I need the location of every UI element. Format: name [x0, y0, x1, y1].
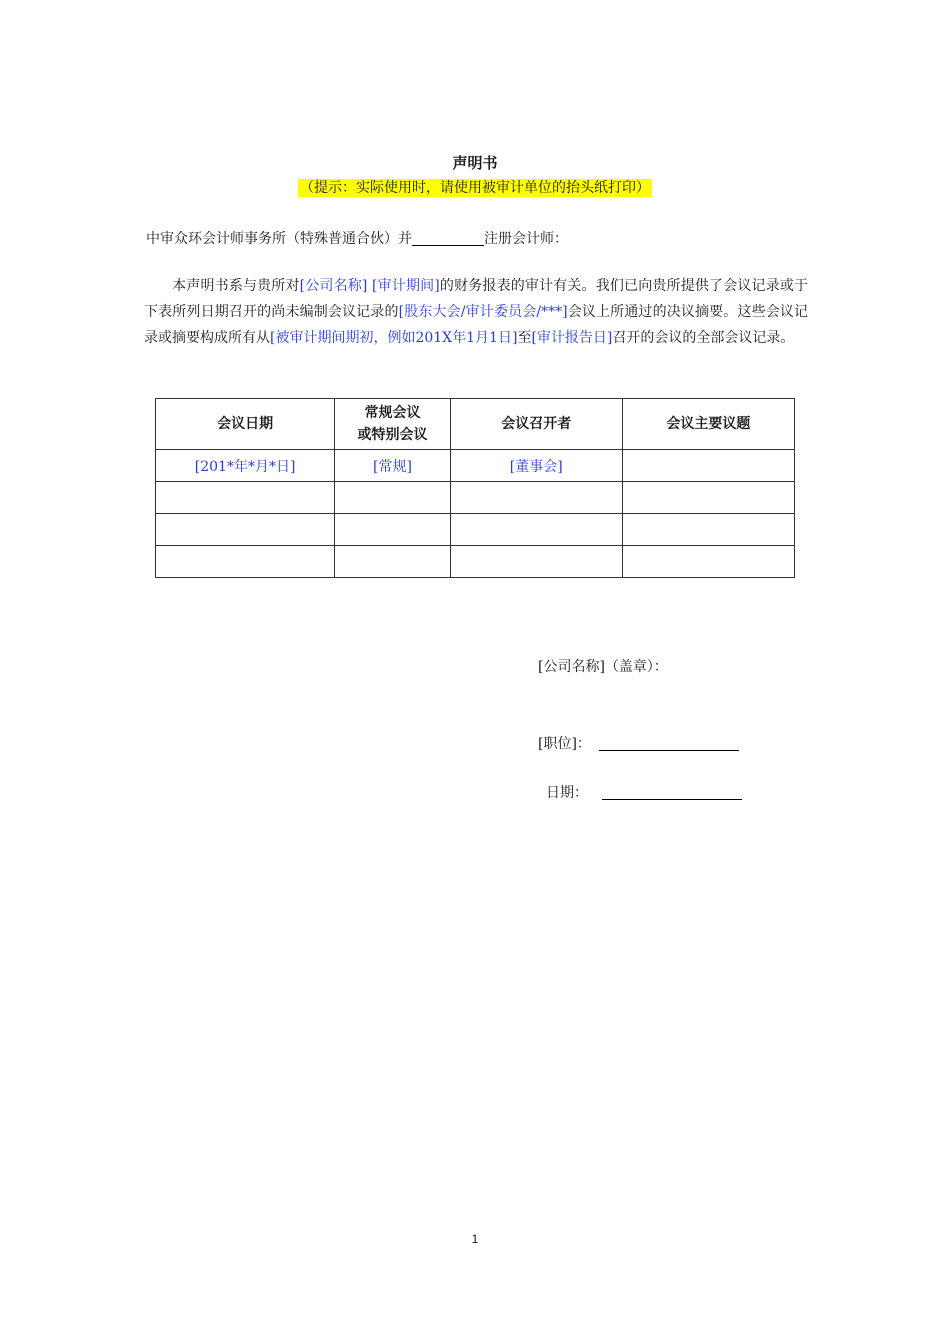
header-meeting-type: 常规会议 或特别会议 — [335, 399, 450, 450]
table-cell — [156, 546, 335, 578]
para-text: 至 — [517, 330, 532, 346]
table-row — [156, 450, 795, 482]
table-row — [156, 546, 795, 578]
placeholder-period-start: [被审计期间期初，例如201X年1月1日] — [270, 330, 518, 346]
signature-company — [538, 656, 668, 676]
placeholder-company: [公司名称] — [299, 278, 368, 294]
signature-company-label: [公司名称]（盖章）： — [538, 659, 668, 675]
table-cell: [常规] — [335, 450, 450, 482]
placeholder-period: [审计期间] — [372, 278, 440, 294]
table-cell — [622, 546, 794, 578]
document-title: 声明书 — [452, 154, 498, 172]
page-number: 1 — [471, 1232, 479, 1246]
table-cell — [450, 482, 622, 514]
meetings-table — [155, 398, 795, 578]
addressee-prefix: 中审众环会计师事务所（特殊普通合伙）并 — [146, 231, 412, 247]
para-text: 本声明书系与贵所对 — [172, 278, 300, 294]
table-cell — [622, 450, 794, 482]
signature-date — [546, 782, 742, 802]
table-cell — [622, 482, 794, 514]
table-cell — [335, 546, 450, 578]
header-main-topic: 会议主要议题 — [622, 399, 794, 450]
signature-date-line — [602, 785, 742, 800]
table-row — [156, 514, 795, 546]
table-header-row — [156, 399, 795, 450]
header-convener: 会议召开者 — [450, 399, 622, 450]
signature-position-label: [职位]： — [538, 736, 591, 752]
table-cell — [335, 514, 450, 546]
placeholder-report-date: [审计报告日] — [531, 330, 613, 346]
table-cell: [201*年*月*日] — [156, 450, 335, 482]
table-cell — [450, 514, 622, 546]
placeholder-meeting-body: [股东大会/审计委员会/***] — [398, 304, 568, 320]
signature-position — [538, 733, 739, 753]
para-text: 会议上所通过的决议摘要。这些会议记录或摘要构成所有从 — [144, 304, 809, 346]
addressee-suffix: 注册会计师： — [484, 231, 568, 247]
declaration-paragraph — [144, 273, 808, 351]
para-text: 召开的会议的全部会议记录。 — [612, 330, 795, 346]
signature-position-line — [599, 736, 739, 751]
table-cell — [450, 546, 622, 578]
addressee-line — [146, 228, 568, 248]
signature-date-label: 日期： — [546, 785, 588, 801]
table-cell — [156, 514, 335, 546]
print-hint — [0, 177, 950, 197]
table-row — [156, 482, 795, 514]
addressee-blank-field — [412, 231, 484, 246]
para-text: 的财务报表的审计有关。我们已向贵所提供了会议记录或于下表所列日期召开的尚未编制会议记录的 — [144, 278, 809, 320]
table-cell — [622, 514, 794, 546]
highlighted-hint-text: （提示：实际使用时，请使用被审计单位的抬头纸打印） — [300, 180, 650, 196]
table-cell — [335, 482, 450, 514]
table-cell: [董事会] — [450, 450, 622, 482]
table-cell — [156, 482, 335, 514]
header-meeting-date: 会议日期 — [156, 399, 335, 450]
